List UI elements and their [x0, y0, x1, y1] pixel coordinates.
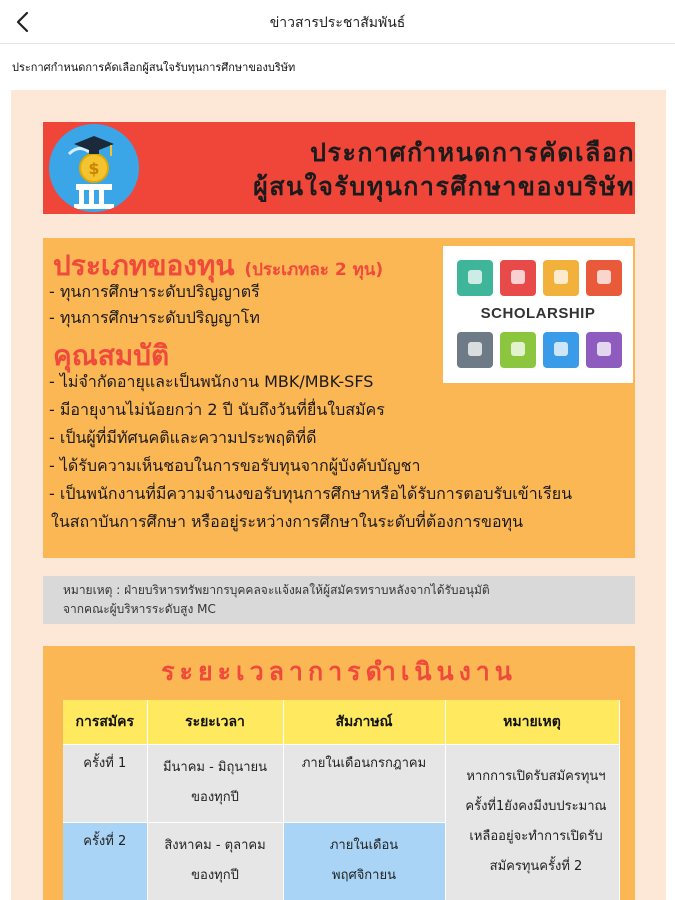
remark-line: สมัครทุนครั้งที่ 2	[489, 859, 583, 875]
remark-cell	[445, 744, 619, 900]
qualification-item: - เป็นผู้ที่มีทัศนคติและความประพฤติที่ดี	[49, 428, 317, 447]
medal-icon	[586, 332, 622, 368]
scholarship-types-heading-note: (ประเภทละ 2 ทุน)	[244, 260, 384, 280]
target-icon	[500, 332, 536, 368]
note-line-2: จากคณะผู้บริหารระดับสูง MC	[63, 602, 216, 616]
certificate-icon	[457, 332, 493, 368]
period-cell	[147, 744, 283, 822]
qualification-item: - ไม่จำกัดอายุและเป็นพนักงาน MBK/MBK-SFS	[49, 372, 374, 391]
remark-line: หากการเปิดรับสมัครทุนฯ	[466, 769, 606, 785]
column-header: ระยะเวลา	[147, 700, 283, 744]
banner-title-line-1: ประกาศกำหนดการคัดเลือก	[310, 138, 635, 167]
announcement-title: ประกาศกำหนดการคัดเลือกผู้สนใจรับทุนการศึกษาของบริษัท	[12, 61, 296, 74]
qualification-item: - ได้รับความเห็นชอบในการขอรับทุนจากผู้บังคับบัญชา	[49, 456, 421, 475]
note-text	[63, 581, 623, 619]
remark-line: เหลืออยู่จะทำการเปิดรับ	[469, 829, 603, 845]
table-row	[63, 744, 619, 822]
banner-title	[165, 136, 635, 204]
column-header: สัมภาษณ์	[283, 700, 445, 744]
interview-line-1: ภายในเดือน	[329, 838, 399, 854]
announcement-poster	[11, 90, 666, 900]
scholarship-type-item: - ทุนการศึกษาระดับปริญญาตรี	[49, 282, 260, 301]
column-header: หมายเหตุ	[445, 700, 619, 744]
timeline-panel	[43, 646, 635, 900]
banner-title-line-2: ผู้สนใจรับทุนการศึกษาของบริษัท	[253, 172, 635, 201]
round-cell: ครั้งที่ 2	[63, 822, 147, 900]
svg-text:$: $	[88, 159, 100, 178]
page-title: ข่าวสารประชาสัมพันธ์	[269, 15, 406, 31]
scholarship-illustration	[443, 246, 633, 383]
network-icon	[543, 332, 579, 368]
qualification-item: - เป็นพนักงานที่มีความจำนงขอรับทุนการศึกษาหรือได้รับการตอบรับเข้าเรียน	[49, 484, 573, 503]
qualification-item: - มีอายุงานไม่น้อยกว่า 2 ปี นับถึงวันที่ยื่นใบสมัคร	[49, 400, 385, 419]
period-line-2: ของทุกปี	[191, 868, 239, 884]
scholarship-type-item: - ทุนการศึกษาระดับปริญญาโท	[49, 308, 260, 327]
period-line-1: มีนาคม - มิถุนายน	[162, 760, 268, 776]
column-header: การสมัคร	[63, 700, 147, 744]
scholarship-word: SCHOLARSHIP	[480, 305, 596, 322]
period-cell	[147, 822, 283, 900]
poster-banner	[43, 122, 635, 214]
top-app-bar	[0, 0, 675, 44]
open-book-icon	[586, 260, 622, 296]
interview-line-2: พฤศจิกายน	[332, 868, 396, 884]
interview-cell	[283, 822, 445, 900]
institution-icon	[543, 260, 579, 296]
qualification-item-continued: ในสถาบันการศึกษา หรืออยู่ระหว่างการศึกษาในระดับที่ต้องการขอทุน	[51, 512, 524, 531]
people-icon	[500, 260, 536, 296]
graduation-cap-coin-icon	[49, 124, 139, 212]
round-cell: ครั้งที่ 1	[63, 744, 147, 822]
schedule-table	[63, 700, 620, 900]
interview-cell: ภายในเดือนกรกฎาคม	[283, 744, 445, 822]
period-line-1: สิงหาคม - ตุลาคม	[164, 838, 266, 854]
remark-line: ครั้งที่1ยังคงมีงบประมาณ	[465, 799, 607, 815]
qualifications-heading: คุณสมบัติ	[53, 339, 170, 372]
timeline-title: ระยะเวลาการดำเนินงาน	[161, 657, 517, 686]
scholarship-info-panel	[43, 238, 635, 558]
scholarship-types-heading-text: ประเภทของทุน	[53, 249, 235, 282]
note-box	[43, 576, 635, 624]
books-icon	[457, 260, 493, 296]
table-header-row	[63, 700, 619, 744]
note-line-1: หมายเหตุ : ฝ่ายบริหารทรัพยากรบุคคลจะแจ้งผลให้ผู้สมัครทราบหลังจากได้รับอนุมัติ	[63, 583, 490, 597]
period-line-2: ของทุกปี	[191, 790, 239, 806]
